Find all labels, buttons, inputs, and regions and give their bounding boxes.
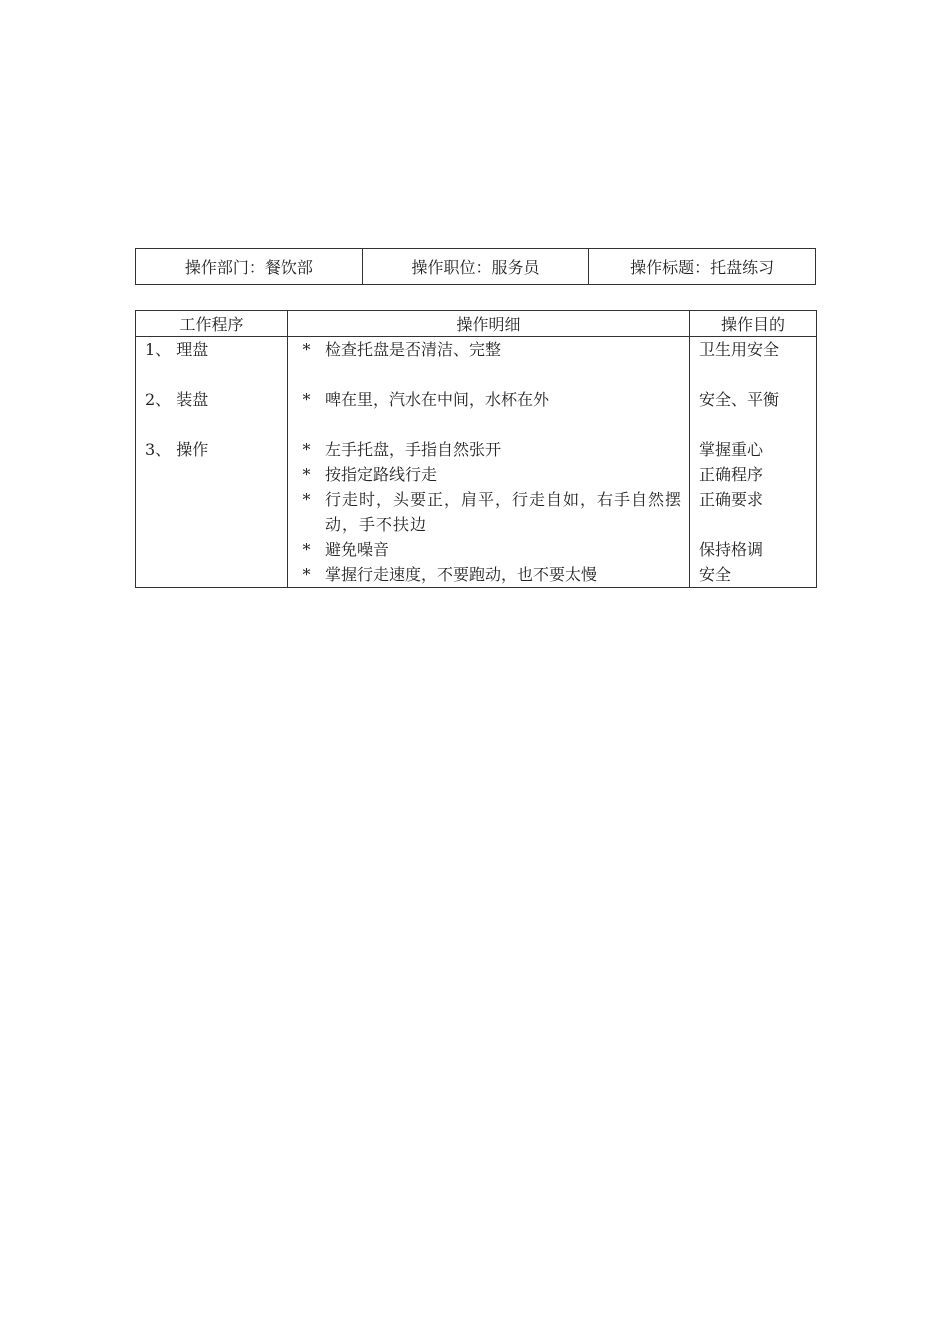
column-header-procedure: 工作程序 — [136, 311, 288, 337]
column-header-detail: 操作明细 — [288, 311, 690, 337]
purpose-text: 掌握重心 — [699, 440, 764, 459]
purpose-text: 正确程序 — [699, 465, 764, 484]
detail-item — [288, 437, 689, 462]
purpose-text: 安全 — [699, 565, 732, 584]
bullet-star: * — [302, 490, 311, 509]
purpose-text: 卫生用安全 — [699, 340, 780, 359]
detail-text: 啤在里，汽水在中间，水杯在外 — [325, 390, 550, 409]
procedure-label: 1、 理盘 — [145, 340, 209, 359]
bullet-star: * — [302, 465, 311, 484]
detail-text: 行走时，头要正，肩平，行走自如，右手自然摆动，手不扶边 — [325, 490, 683, 534]
purpose-text: 正确要求 — [699, 490, 764, 509]
detail-item — [288, 387, 689, 412]
detail-item — [288, 562, 689, 587]
table-row — [136, 337, 817, 588]
purpose-text: 保持格调 — [699, 540, 764, 559]
header-row — [136, 249, 816, 285]
bullet-star: * — [302, 440, 311, 459]
bullet-star: * — [302, 540, 311, 559]
detail-item — [288, 537, 689, 562]
department-cell: 操作部门：餐饮部 — [136, 249, 363, 285]
position-cell: 操作职位：服务员 — [362, 249, 589, 285]
detail-cell — [288, 337, 690, 588]
procedure-label: 2、 装盘 — [145, 390, 209, 409]
bullet-star: * — [302, 565, 311, 584]
procedure-cell — [136, 337, 288, 588]
detail-text: 避免噪音 — [325, 540, 390, 559]
header-info-table — [135, 248, 816, 285]
detail-item — [288, 462, 689, 487]
detail-text: 掌握行走速度，不要跑动，也不要太慢 — [325, 565, 598, 584]
title-cell: 操作标题：托盘练习 — [589, 249, 816, 285]
procedure-table — [135, 310, 817, 588]
detail-item — [288, 337, 689, 362]
purpose-text: 安全、平衡 — [699, 390, 780, 409]
column-header-purpose: 操作目的 — [690, 311, 817, 337]
purpose-cell — [690, 337, 817, 588]
detail-text: 检查托盘是否清洁、完整 — [325, 340, 502, 359]
procedure-label: 3、 操作 — [145, 440, 209, 459]
detail-text: 按指定路线行走 — [325, 465, 438, 484]
bullet-star: * — [302, 390, 311, 409]
detail-text: 左手托盘，手指自然张开 — [325, 440, 502, 459]
bullet-star: * — [302, 340, 311, 359]
detail-item — [288, 487, 689, 537]
table-header-row — [136, 311, 817, 337]
